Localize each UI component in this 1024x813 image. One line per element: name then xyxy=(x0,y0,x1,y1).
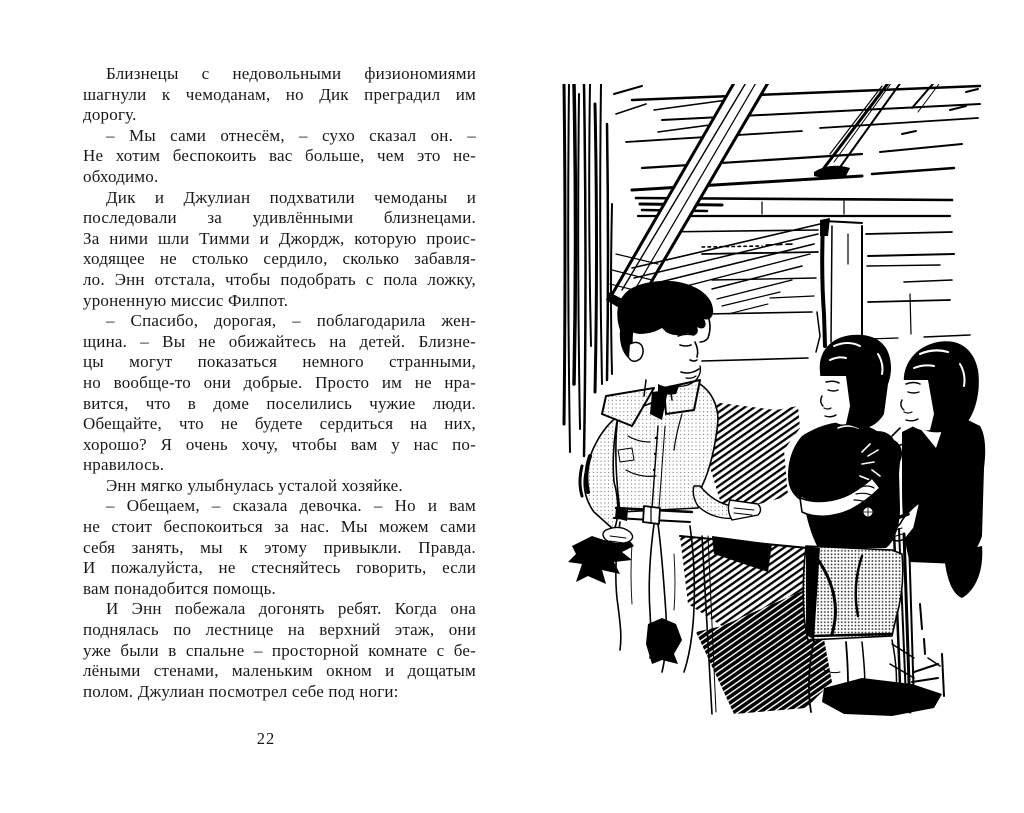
text-line: ло. Энн отстала, чтобы подобрать с пола ложку, xyxy=(83,269,476,289)
text-line: шагнули к чемоданам, но Дик преградил им xyxy=(83,84,476,104)
text-line: щина. – Вы не обижайтесь на детей. Близне- xyxy=(83,331,476,351)
text-column xyxy=(83,64,476,702)
leg-shadow xyxy=(646,618,682,664)
text-line: цы могут показаться немного странными, xyxy=(83,352,476,372)
wall-post xyxy=(820,218,862,346)
twin-right-shirt xyxy=(902,412,985,564)
text-line: дорогу. xyxy=(83,105,137,125)
right-page xyxy=(512,0,1024,813)
text-line: вится, что в доме поселились чужие люди. xyxy=(83,393,476,413)
text-line: обходимо. xyxy=(83,166,159,186)
text-line: И Энн побежала догонять ребят. Когда она xyxy=(106,599,476,619)
text-line: ходящее не столько сердило, сколько забавля- xyxy=(83,249,476,269)
paragraph xyxy=(83,476,476,497)
text-line: Энн мягко улыбнулась усталой хозяйке. xyxy=(106,475,403,495)
text-line: Дик и Джулиан подхватили чемоданы и xyxy=(106,187,476,207)
text-line: – Мы сами отнесём, – сухо сказал он. – xyxy=(106,125,476,145)
text-line: И пожалуйста, не стесняйтесь говорить, если xyxy=(83,558,476,578)
text-line: Обещайте, что не будете сердиться на них, xyxy=(83,414,476,434)
paragraph xyxy=(83,599,476,702)
twin-left-face xyxy=(819,376,850,425)
text-line: Близнецы с недовольными физиономиями xyxy=(106,64,476,83)
text-line: себя занять, мы к этому привыкли. Правда. xyxy=(83,537,476,557)
floor-shadow xyxy=(822,678,942,716)
paragraph xyxy=(83,496,476,599)
text-line: уроненную миссис Филпот. xyxy=(83,290,289,310)
paragraph xyxy=(83,64,476,126)
text-line: уже были в спальне – просторной комнате с бе- xyxy=(83,640,476,660)
text-line: – Обещаем, – сказала девочка. – Но и вам xyxy=(106,496,476,516)
motion-marks xyxy=(912,604,944,696)
page-number: 22 xyxy=(256,729,276,748)
twin-right-face xyxy=(899,380,934,431)
text-line: лёными стенами, маленьким окном и дощатым xyxy=(83,661,476,681)
text-line: вам понадобится помощь. xyxy=(83,578,276,598)
text-line: нравилось. xyxy=(83,455,165,475)
upper-shadow-patch xyxy=(706,402,800,514)
barn-scene-illustration xyxy=(562,84,986,716)
boy-hair xyxy=(617,281,713,336)
text-line: полом. Джулиан посмотрел себе под ноги: xyxy=(83,681,399,701)
text-line: За ними шли Тимми и Джордж, которую проис- xyxy=(83,228,476,248)
diagonal-strut xyxy=(814,84,942,178)
text-line: хорошо? Я очень хочу, чтобы вам у нас по- xyxy=(83,434,476,454)
text-line: поднялась по лестнице на верхний этаж, они xyxy=(83,620,476,640)
boy-shirt-sleeve xyxy=(584,416,618,530)
text-line: – Спасибо, дорогая, – поблагодарила жен- xyxy=(106,311,476,331)
paragraph xyxy=(83,311,476,476)
paragraph xyxy=(83,188,476,312)
text-line: не стоит беспокоиться за нас. Мы можем сами xyxy=(83,517,476,537)
paragraph xyxy=(83,126,476,188)
boy-hand xyxy=(728,500,760,520)
text-line: но вообще-то они добрые. Просто им не нра- xyxy=(83,372,476,392)
text-line: Не хотим беспокоить вас больше, чем это не- xyxy=(83,146,476,166)
twin-right-figure xyxy=(888,341,985,712)
boy-left-hand xyxy=(603,527,633,543)
text-line: последовали за удивлёнными близнецами. xyxy=(83,208,476,228)
